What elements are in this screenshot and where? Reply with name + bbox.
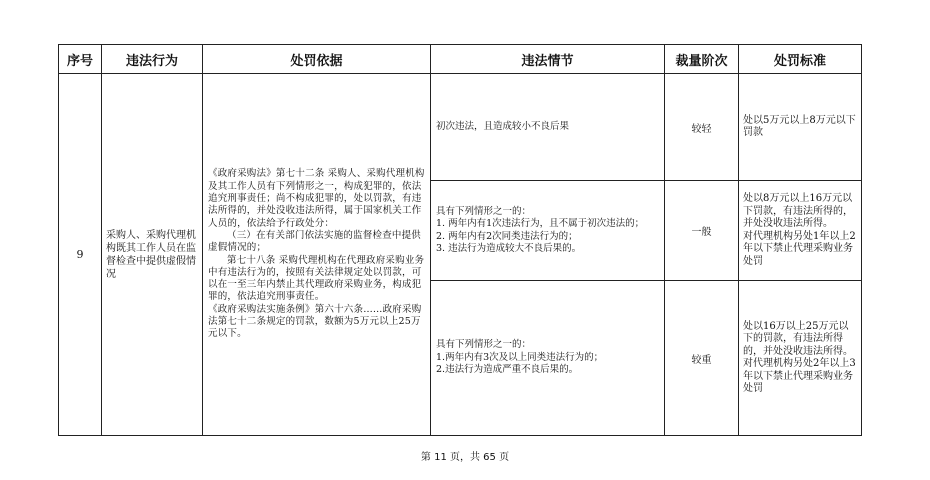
header-violation-plot: 违法情节 (431, 45, 665, 74)
standard-line: 对代理机构另处1年以上2年以下禁止代理采购业务处罚 (743, 230, 856, 267)
penalty-basis (203, 74, 431, 436)
basis-paragraph: 第七十八条 采购代理机构在代理政府采购业务中有违法行为的，按照有关法律规定处以罚款，可以在一至三年内禁止其代理政府采购业务，构成犯罪的，依法追究刑事责任。 (208, 254, 425, 303)
plot-line: 2. 两年内有2次同类违法行为的； (436, 230, 578, 242)
standard-minor (739, 74, 862, 181)
table-row (59, 74, 862, 181)
plot-line: 3. 违法行为造成较大不良后果的。 (436, 243, 582, 254)
level-general: 一般 (665, 181, 739, 281)
standard-line: 处以5万元以上8万元以下罚款 (743, 114, 856, 138)
basis-paragraph: （三）在有关部门依法实施的监督检查中提供虚假情况的； (208, 229, 422, 254)
standard-serious (739, 281, 862, 436)
plot-line: 初次违法，且造成较小不良后果 (436, 120, 570, 132)
page-footer: 第 11 页，共 65 页 (420, 452, 510, 463)
plot-line: 具有下列情形之一的： (436, 339, 532, 351)
header-row (59, 45, 862, 74)
header-penalty-standard: 处罚标准 (739, 45, 862, 74)
basis-paragraph: 《政府采购法实施条例》第六十六条……政府采购法第七十二条规定的罚款，数额为5万元以上25万元以下。 (208, 303, 422, 340)
plot-line: 2.违法行为造成严重不良后果的。 (436, 364, 579, 376)
plot-line: 1.两年内有3次及以上同类违法行为的； (436, 351, 604, 363)
header-discretion-level: 裁量阶次 (665, 45, 739, 74)
plot-general (431, 181, 665, 281)
plot-minor (431, 74, 665, 181)
standard-line: 对代理机构另处2年以上3年以下禁止代理采购业务处罚 (743, 358, 856, 394)
standard-line: 处以8万元以上16万元以下罚款，有违法所得的，并处没收违法所得。 (743, 193, 853, 229)
level-minor: 较轻 (665, 74, 739, 181)
header-penalty-basis: 处罚依据 (203, 45, 431, 74)
header-violation-act: 违法行为 (102, 45, 203, 74)
standard-line: 处以16万以上25万元以下的罚款，有违法所得的，并处没收违法所得。 (743, 320, 853, 357)
plot-line: 1. 两年内有1次违法行为，且不属于初次违法的； (436, 218, 645, 229)
penalty-table (58, 44, 862, 436)
plot-serious (431, 281, 665, 436)
header-no: 序号 (59, 45, 102, 74)
level-serious: 较重 (665, 281, 739, 436)
standard-general (739, 181, 862, 281)
basis-paragraph: 《政府采购法》第七十二条 采购人、采购代理机构及其工作人员有下列情形之一，构成犯罪的，依法追究刑事责任；尚不构成犯罪的，处以罚款，有违法所得的，并处没收违法所得，属于国家机关工作人员的，依法给予行政处分： (208, 168, 425, 229)
plot-line: 具有下列情形之一的： (436, 205, 532, 217)
violation-act: 采购人、采购代理机构既其工作人员在监督检查中提供虚假情况 (102, 74, 203, 436)
row-number: 9 (59, 74, 102, 436)
